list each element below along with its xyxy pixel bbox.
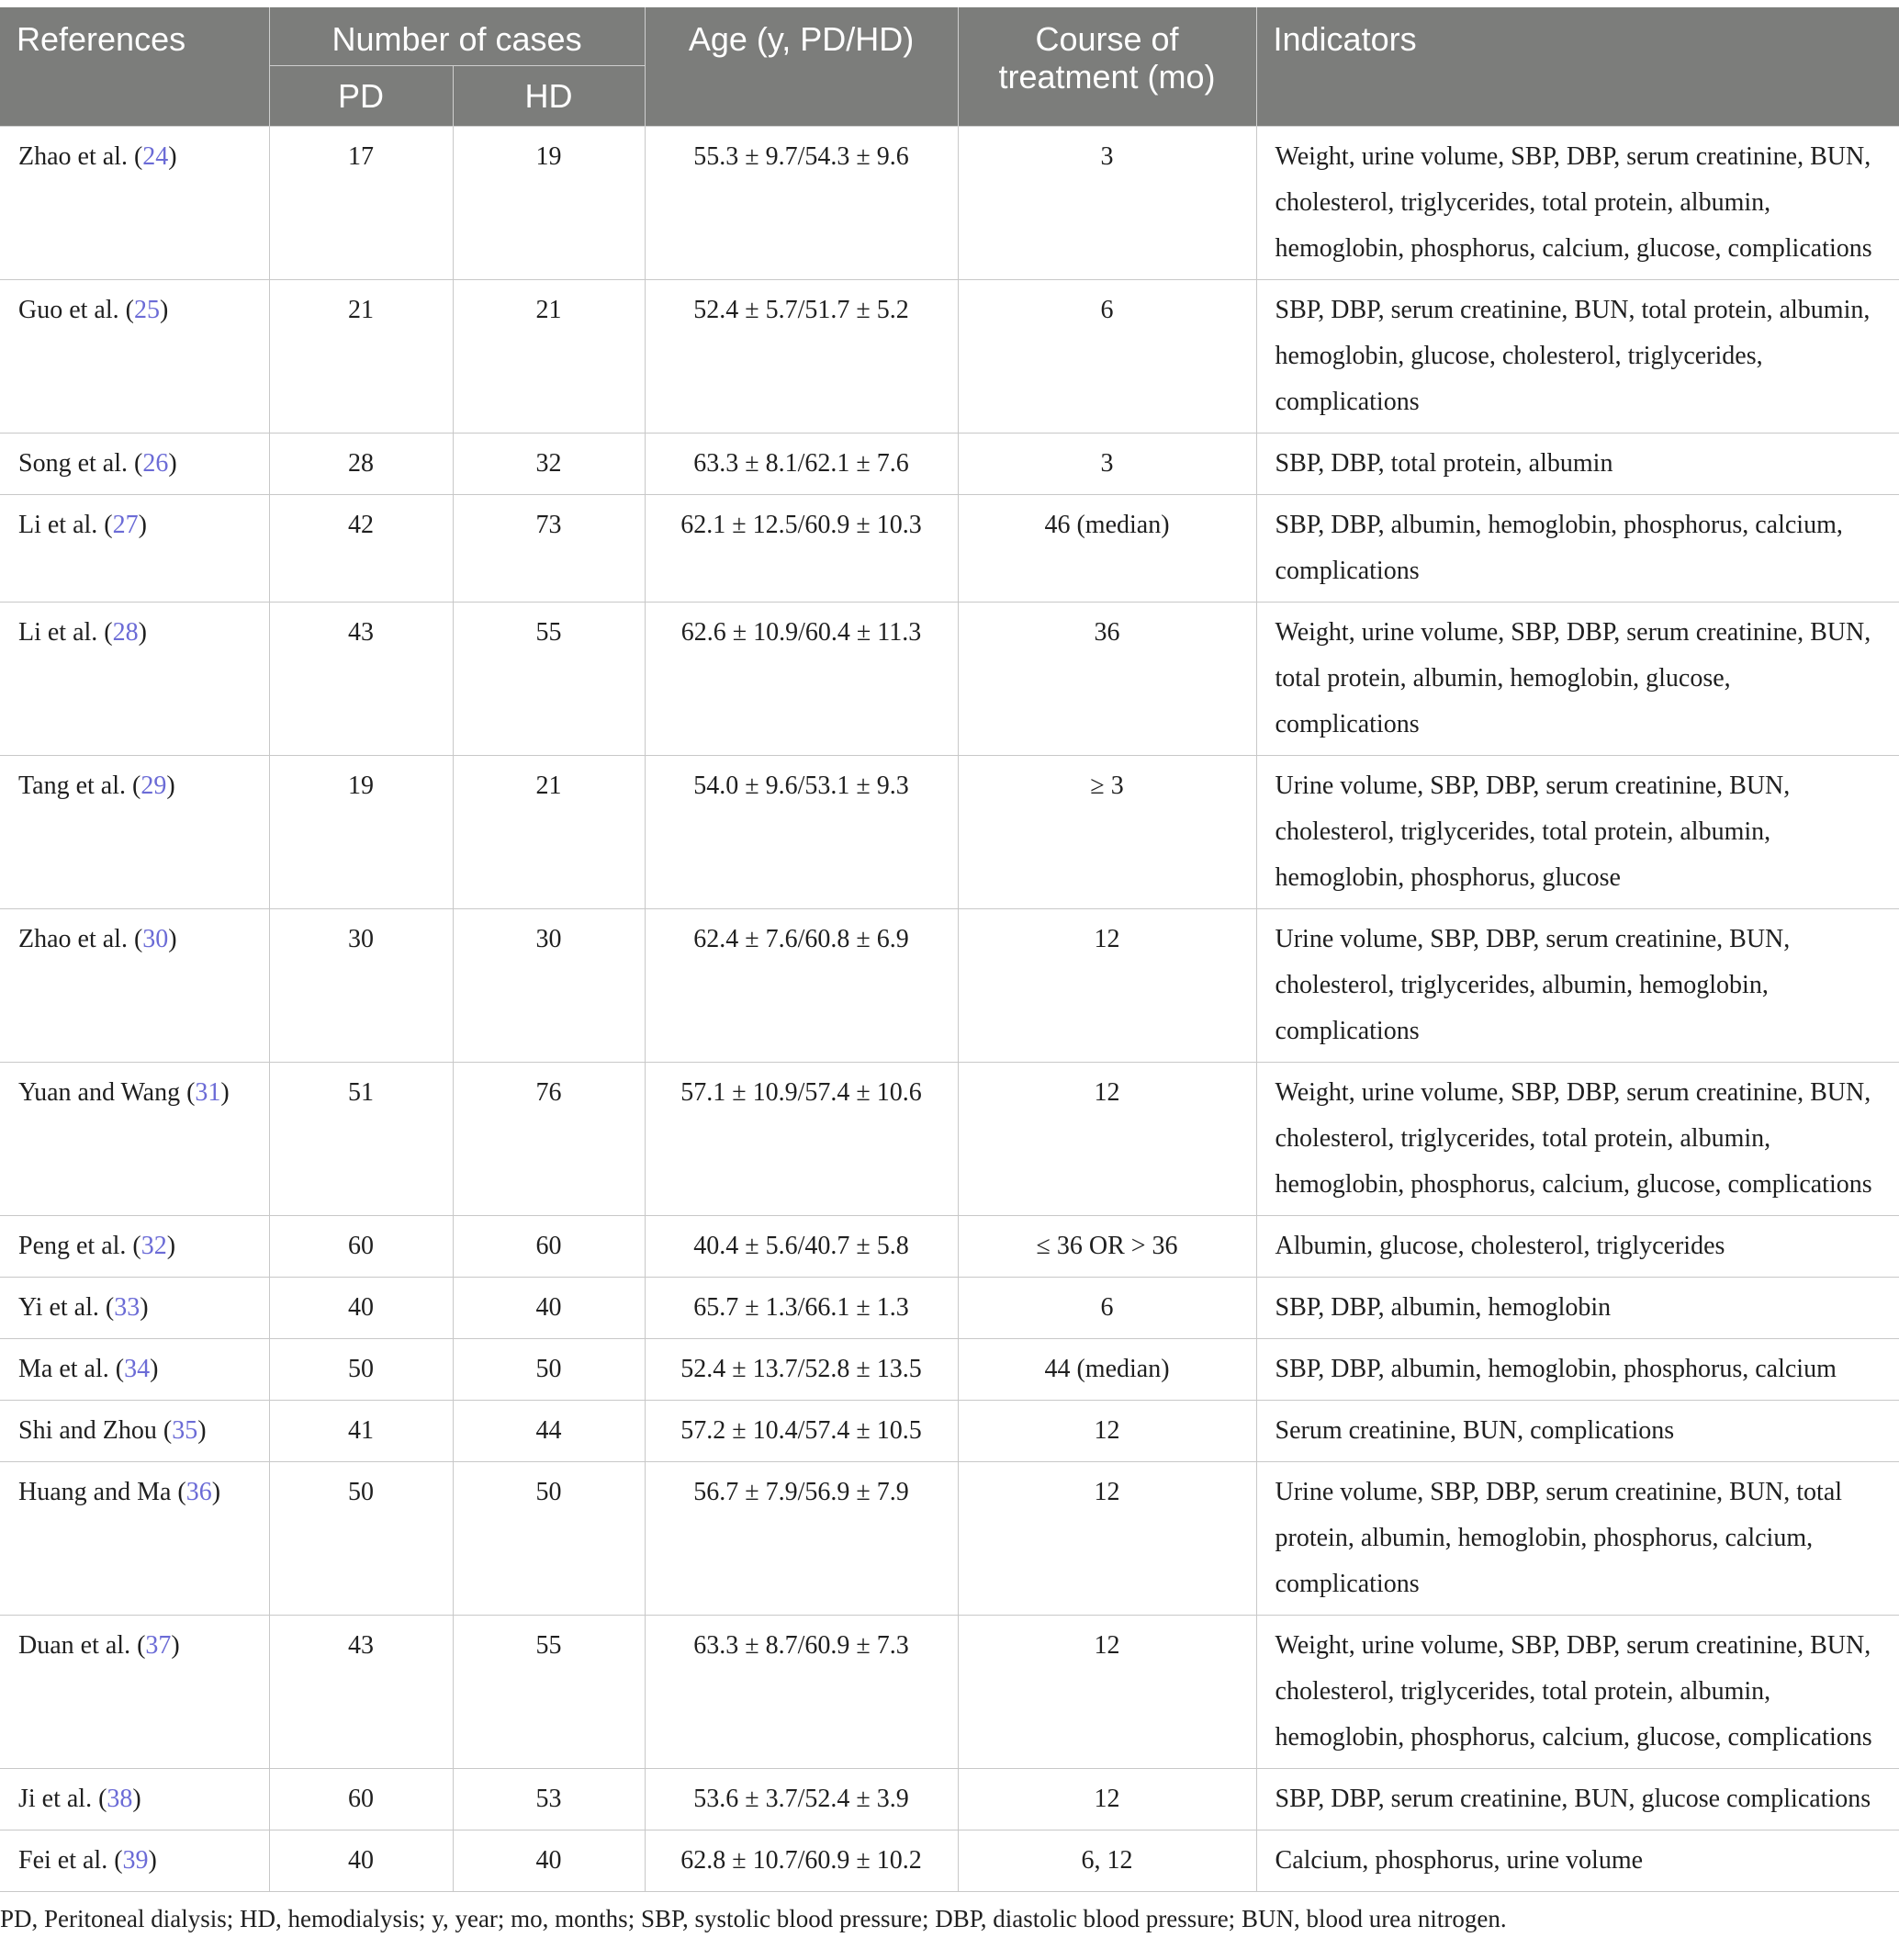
- hd-cases-cell: 55: [453, 1616, 645, 1769]
- indicators-cell: Weight, urine volume, SBP, DBP, serum creatinine, BUN, cholesterol, triglycerides, total protein, albumin, hemoglobin, phosphorus, calcium, glucose, complications: [1256, 127, 1899, 280]
- hd-cases-cell: 40: [453, 1830, 645, 1892]
- course-cell: 6: [958, 280, 1256, 434]
- table-row: [0, 127, 1899, 280]
- reference-author: Ji et al. (: [18, 1785, 107, 1813]
- table-container: [0, 7, 1899, 1933]
- header-number-of-cases: Number of cases: [269, 7, 645, 66]
- header-references: References: [0, 7, 269, 127]
- reference-author: Fei et al. (: [18, 1846, 123, 1875]
- age-cell: 40.4 ± 5.6/40.7 ± 5.8: [645, 1216, 958, 1278]
- reference-cell: [0, 127, 269, 280]
- table-row: [0, 1278, 1899, 1339]
- reference-cell: [0, 1616, 269, 1769]
- reference-cell: [0, 1063, 269, 1216]
- hd-cases-cell: 55: [453, 603, 645, 756]
- reference-author: Li et al. (: [18, 511, 113, 539]
- hd-cases-cell: 76: [453, 1063, 645, 1216]
- pd-cases-cell: 40: [269, 1278, 453, 1339]
- reference-author: Shi and Zhou (: [18, 1416, 173, 1445]
- table-row: [0, 1830, 1899, 1892]
- hd-cases-cell: 32: [453, 434, 645, 495]
- reference-close-paren: ): [150, 1355, 159, 1383]
- reference-author: Huang and Ma (: [18, 1478, 186, 1506]
- citation-link[interactable]: 39: [122, 1846, 149, 1875]
- hd-cases-cell: 21: [453, 280, 645, 434]
- table-row: [0, 1616, 1899, 1769]
- age-cell: 55.3 ± 9.7/54.3 ± 9.6: [645, 127, 958, 280]
- table-row: [0, 1063, 1899, 1216]
- header-age: Age (y, PD/HD): [645, 7, 958, 127]
- hd-cases-cell: 50: [453, 1462, 645, 1616]
- reference-close-paren: ): [159, 296, 169, 324]
- reference-cell: [0, 603, 269, 756]
- pd-cases-cell: 17: [269, 127, 453, 280]
- table-header: [0, 7, 1899, 127]
- age-cell: 54.0 ± 9.6/53.1 ± 9.3: [645, 756, 958, 909]
- reference-close-paren: ): [138, 618, 147, 647]
- course-cell: 12: [958, 1063, 1256, 1216]
- citation-link[interactable]: 30: [142, 925, 169, 953]
- reference-cell: [0, 1278, 269, 1339]
- header-pd: PD: [269, 66, 453, 127]
- citation-link[interactable]: 38: [107, 1785, 133, 1813]
- reference-author: Zhao et al. (: [18, 925, 143, 953]
- indicators-cell: SBP, DBP, serum creatinine, BUN, total protein, albumin, hemoglobin, glucose, cholesterol, triglycerides, complications: [1256, 280, 1899, 434]
- table-row: [0, 603, 1899, 756]
- reference-close-paren: ): [148, 1846, 157, 1875]
- indicators-cell: Weight, urine volume, SBP, DBP, serum creatinine, BUN, cholesterol, triglycerides, total protein, albumin, hemoglobin, phosphorus, calcium, glucose, complications: [1256, 1616, 1899, 1769]
- citation-link[interactable]: 27: [112, 511, 139, 539]
- citation-link[interactable]: 35: [172, 1416, 198, 1445]
- course-cell: 12: [958, 909, 1256, 1063]
- reference-cell: [0, 280, 269, 434]
- age-cell: 57.2 ± 10.4/57.4 ± 10.5: [645, 1401, 958, 1462]
- indicators-cell: Calcium, phosphorus, urine volume: [1256, 1830, 1899, 1892]
- course-cell: 12: [958, 1616, 1256, 1769]
- hd-cases-cell: 21: [453, 756, 645, 909]
- reference-author: Guo et al. (: [18, 296, 134, 324]
- reference-author: Yuan and Wang (: [18, 1078, 196, 1107]
- pd-cases-cell: 50: [269, 1462, 453, 1616]
- indicators-cell: Serum creatinine, BUN, complications: [1256, 1401, 1899, 1462]
- reference-author: Li et al. (: [18, 618, 113, 647]
- table-row: [0, 434, 1899, 495]
- header-course: Course of treatment (mo): [958, 7, 1256, 127]
- pd-cases-cell: 30: [269, 909, 453, 1063]
- age-cell: 63.3 ± 8.7/60.9 ± 7.3: [645, 1616, 958, 1769]
- reference-author: Song et al. (: [18, 449, 143, 478]
- age-cell: 62.1 ± 12.5/60.9 ± 10.3: [645, 495, 958, 603]
- age-cell: 62.8 ± 10.7/60.9 ± 10.2: [645, 1830, 958, 1892]
- studies-table: [0, 7, 1899, 1892]
- course-cell: 12: [958, 1769, 1256, 1830]
- citation-link[interactable]: 29: [140, 772, 167, 800]
- reference-close-paren: ): [166, 1232, 176, 1260]
- course-cell: 12: [958, 1462, 1256, 1616]
- citation-link[interactable]: 28: [112, 618, 139, 647]
- reference-author: Zhao et al. (: [18, 142, 143, 171]
- hd-cases-cell: 40: [453, 1278, 645, 1339]
- course-cell: 36: [958, 603, 1256, 756]
- header-indicators: Indicators: [1256, 7, 1899, 127]
- citation-link[interactable]: 34: [124, 1355, 151, 1383]
- table-row: [0, 756, 1899, 909]
- course-cell: 6: [958, 1278, 1256, 1339]
- hd-cases-cell: 44: [453, 1401, 645, 1462]
- age-cell: 52.4 ± 13.7/52.8 ± 13.5: [645, 1339, 958, 1401]
- pd-cases-cell: 21: [269, 280, 453, 434]
- indicators-cell: Urine volume, SBP, DBP, serum creatinine, BUN, cholesterol, triglycerides, albumin, hemoglobin, complications: [1256, 909, 1899, 1063]
- citation-link[interactable]: 25: [133, 296, 160, 324]
- citation-link[interactable]: 32: [140, 1232, 167, 1260]
- indicators-cell: SBP, DBP, albumin, hemoglobin: [1256, 1278, 1899, 1339]
- reference-author: Tang et al. (: [18, 772, 141, 800]
- table-footnote: PD, Peritoneal dialysis; HD, hemodialysis; y, year; mo, months; SBP, systolic blood pressure; DBP, diastolic blood pressure; BUN, blood urea nitrogen.: [0, 1905, 1507, 1932]
- indicators-cell: Urine volume, SBP, DBP, serum creatinine, BUN, cholesterol, triglycerides, total protein, albumin, hemoglobin, phosphorus, glucose: [1256, 756, 1899, 909]
- reference-author: Duan et al. (: [18, 1631, 146, 1660]
- indicators-cell: SBP, DBP, albumin, hemoglobin, phosphorus, calcium, complications: [1256, 495, 1899, 603]
- hd-cases-cell: 50: [453, 1339, 645, 1401]
- hd-cases-cell: 60: [453, 1216, 645, 1278]
- pd-cases-cell: 43: [269, 1616, 453, 1769]
- course-cell: 3: [958, 434, 1256, 495]
- reference-close-paren: ): [197, 1416, 207, 1445]
- course-cell: ≥ 3: [958, 756, 1256, 909]
- indicators-cell: Urine volume, SBP, DBP, serum creatinine, BUN, total protein, albumin, hemoglobin, phosphorus, calcium, complications: [1256, 1462, 1899, 1616]
- course-cell: 3: [958, 127, 1256, 280]
- table-row: [0, 495, 1899, 603]
- reference-close-paren: ): [168, 142, 177, 171]
- course-cell: ≤ 36 OR > 36: [958, 1216, 1256, 1278]
- table-row: [0, 1216, 1899, 1278]
- hd-cases-cell: 19: [453, 127, 645, 280]
- reference-cell: [0, 495, 269, 603]
- reference-author: Peng et al. (: [18, 1232, 141, 1260]
- header-hd: HD: [453, 66, 645, 127]
- pd-cases-cell: 43: [269, 603, 453, 756]
- reference-close-paren: ): [211, 1478, 221, 1506]
- reference-close-paren: ): [166, 772, 175, 800]
- age-cell: 63.3 ± 8.1/62.1 ± 7.6: [645, 434, 958, 495]
- pd-cases-cell: 51: [269, 1063, 453, 1216]
- reference-cell: [0, 434, 269, 495]
- course-cell: 44 (median): [958, 1339, 1256, 1401]
- age-cell: 62.6 ± 10.9/60.4 ± 11.3: [645, 603, 958, 756]
- reference-close-paren: ): [171, 1631, 180, 1660]
- citation-link[interactable]: 36: [185, 1478, 212, 1506]
- indicators-cell: Weight, urine volume, SBP, DBP, serum creatinine, BUN, total protein, albumin, hemoglobin, glucose, complications: [1256, 603, 1899, 756]
- reference-cell: [0, 756, 269, 909]
- table-row: [0, 1769, 1899, 1830]
- reference-cell: [0, 909, 269, 1063]
- course-cell: 12: [958, 1401, 1256, 1462]
- age-cell: 57.1 ± 10.9/57.4 ± 10.6: [645, 1063, 958, 1216]
- reference-cell: [0, 1401, 269, 1462]
- indicators-cell: SBP, DBP, albumin, hemoglobin, phosphorus, calcium: [1256, 1339, 1899, 1401]
- pd-cases-cell: 50: [269, 1339, 453, 1401]
- reference-close-paren: ): [132, 1785, 141, 1813]
- citation-link[interactable]: 37: [145, 1631, 172, 1660]
- reference-cell: [0, 1830, 269, 1892]
- age-cell: 53.6 ± 3.7/52.4 ± 3.9: [645, 1769, 958, 1830]
- hd-cases-cell: 73: [453, 495, 645, 603]
- reference-cell: [0, 1339, 269, 1401]
- table-row: [0, 1462, 1899, 1616]
- pd-cases-cell: 19: [269, 756, 453, 909]
- indicators-cell: Albumin, glucose, cholesterol, triglycerides: [1256, 1216, 1899, 1278]
- pd-cases-cell: 28: [269, 434, 453, 495]
- pd-cases-cell: 41: [269, 1401, 453, 1462]
- reference-author: Yi et al. (: [18, 1293, 115, 1322]
- pd-cases-cell: 42: [269, 495, 453, 603]
- age-cell: 52.4 ± 5.7/51.7 ± 5.2: [645, 280, 958, 434]
- reference-cell: [0, 1462, 269, 1616]
- reference-close-paren: ): [168, 925, 177, 953]
- pd-cases-cell: 60: [269, 1769, 453, 1830]
- reference-close-paren: ): [220, 1078, 230, 1107]
- age-cell: 62.4 ± 7.6/60.8 ± 6.9: [645, 909, 958, 1063]
- citation-link[interactable]: 26: [142, 449, 169, 478]
- reference-close-paren: ): [168, 449, 177, 478]
- hd-cases-cell: 30: [453, 909, 645, 1063]
- course-cell: 6, 12: [958, 1830, 1256, 1892]
- hd-cases-cell: 53: [453, 1769, 645, 1830]
- citation-link[interactable]: 31: [195, 1078, 221, 1107]
- reference-close-paren: ): [140, 1293, 149, 1322]
- indicators-cell: SBP, DBP, total protein, albumin: [1256, 434, 1899, 495]
- citation-link[interactable]: 33: [114, 1293, 140, 1322]
- indicators-cell: SBP, DBP, serum creatinine, BUN, glucose complications: [1256, 1769, 1899, 1830]
- citation-link[interactable]: 24: [142, 142, 169, 171]
- reference-cell: [0, 1769, 269, 1830]
- reference-author: Ma et al. (: [18, 1355, 125, 1383]
- table-row: [0, 909, 1899, 1063]
- pd-cases-cell: 40: [269, 1830, 453, 1892]
- age-cell: 65.7 ± 1.3/66.1 ± 1.3: [645, 1278, 958, 1339]
- reference-close-paren: ): [138, 511, 147, 539]
- table-row: [0, 1339, 1899, 1401]
- indicators-cell: Weight, urine volume, SBP, DBP, serum creatinine, BUN, cholesterol, triglycerides, total protein, albumin, hemoglobin, phosphorus, calcium, glucose, complications: [1256, 1063, 1899, 1216]
- reference-cell: [0, 1216, 269, 1278]
- course-cell: 46 (median): [958, 495, 1256, 603]
- age-cell: 56.7 ± 7.9/56.9 ± 7.9: [645, 1462, 958, 1616]
- table-row: [0, 280, 1899, 434]
- pd-cases-cell: 60: [269, 1216, 453, 1278]
- table-row: [0, 1401, 1899, 1462]
- table-body: [0, 127, 1899, 1892]
